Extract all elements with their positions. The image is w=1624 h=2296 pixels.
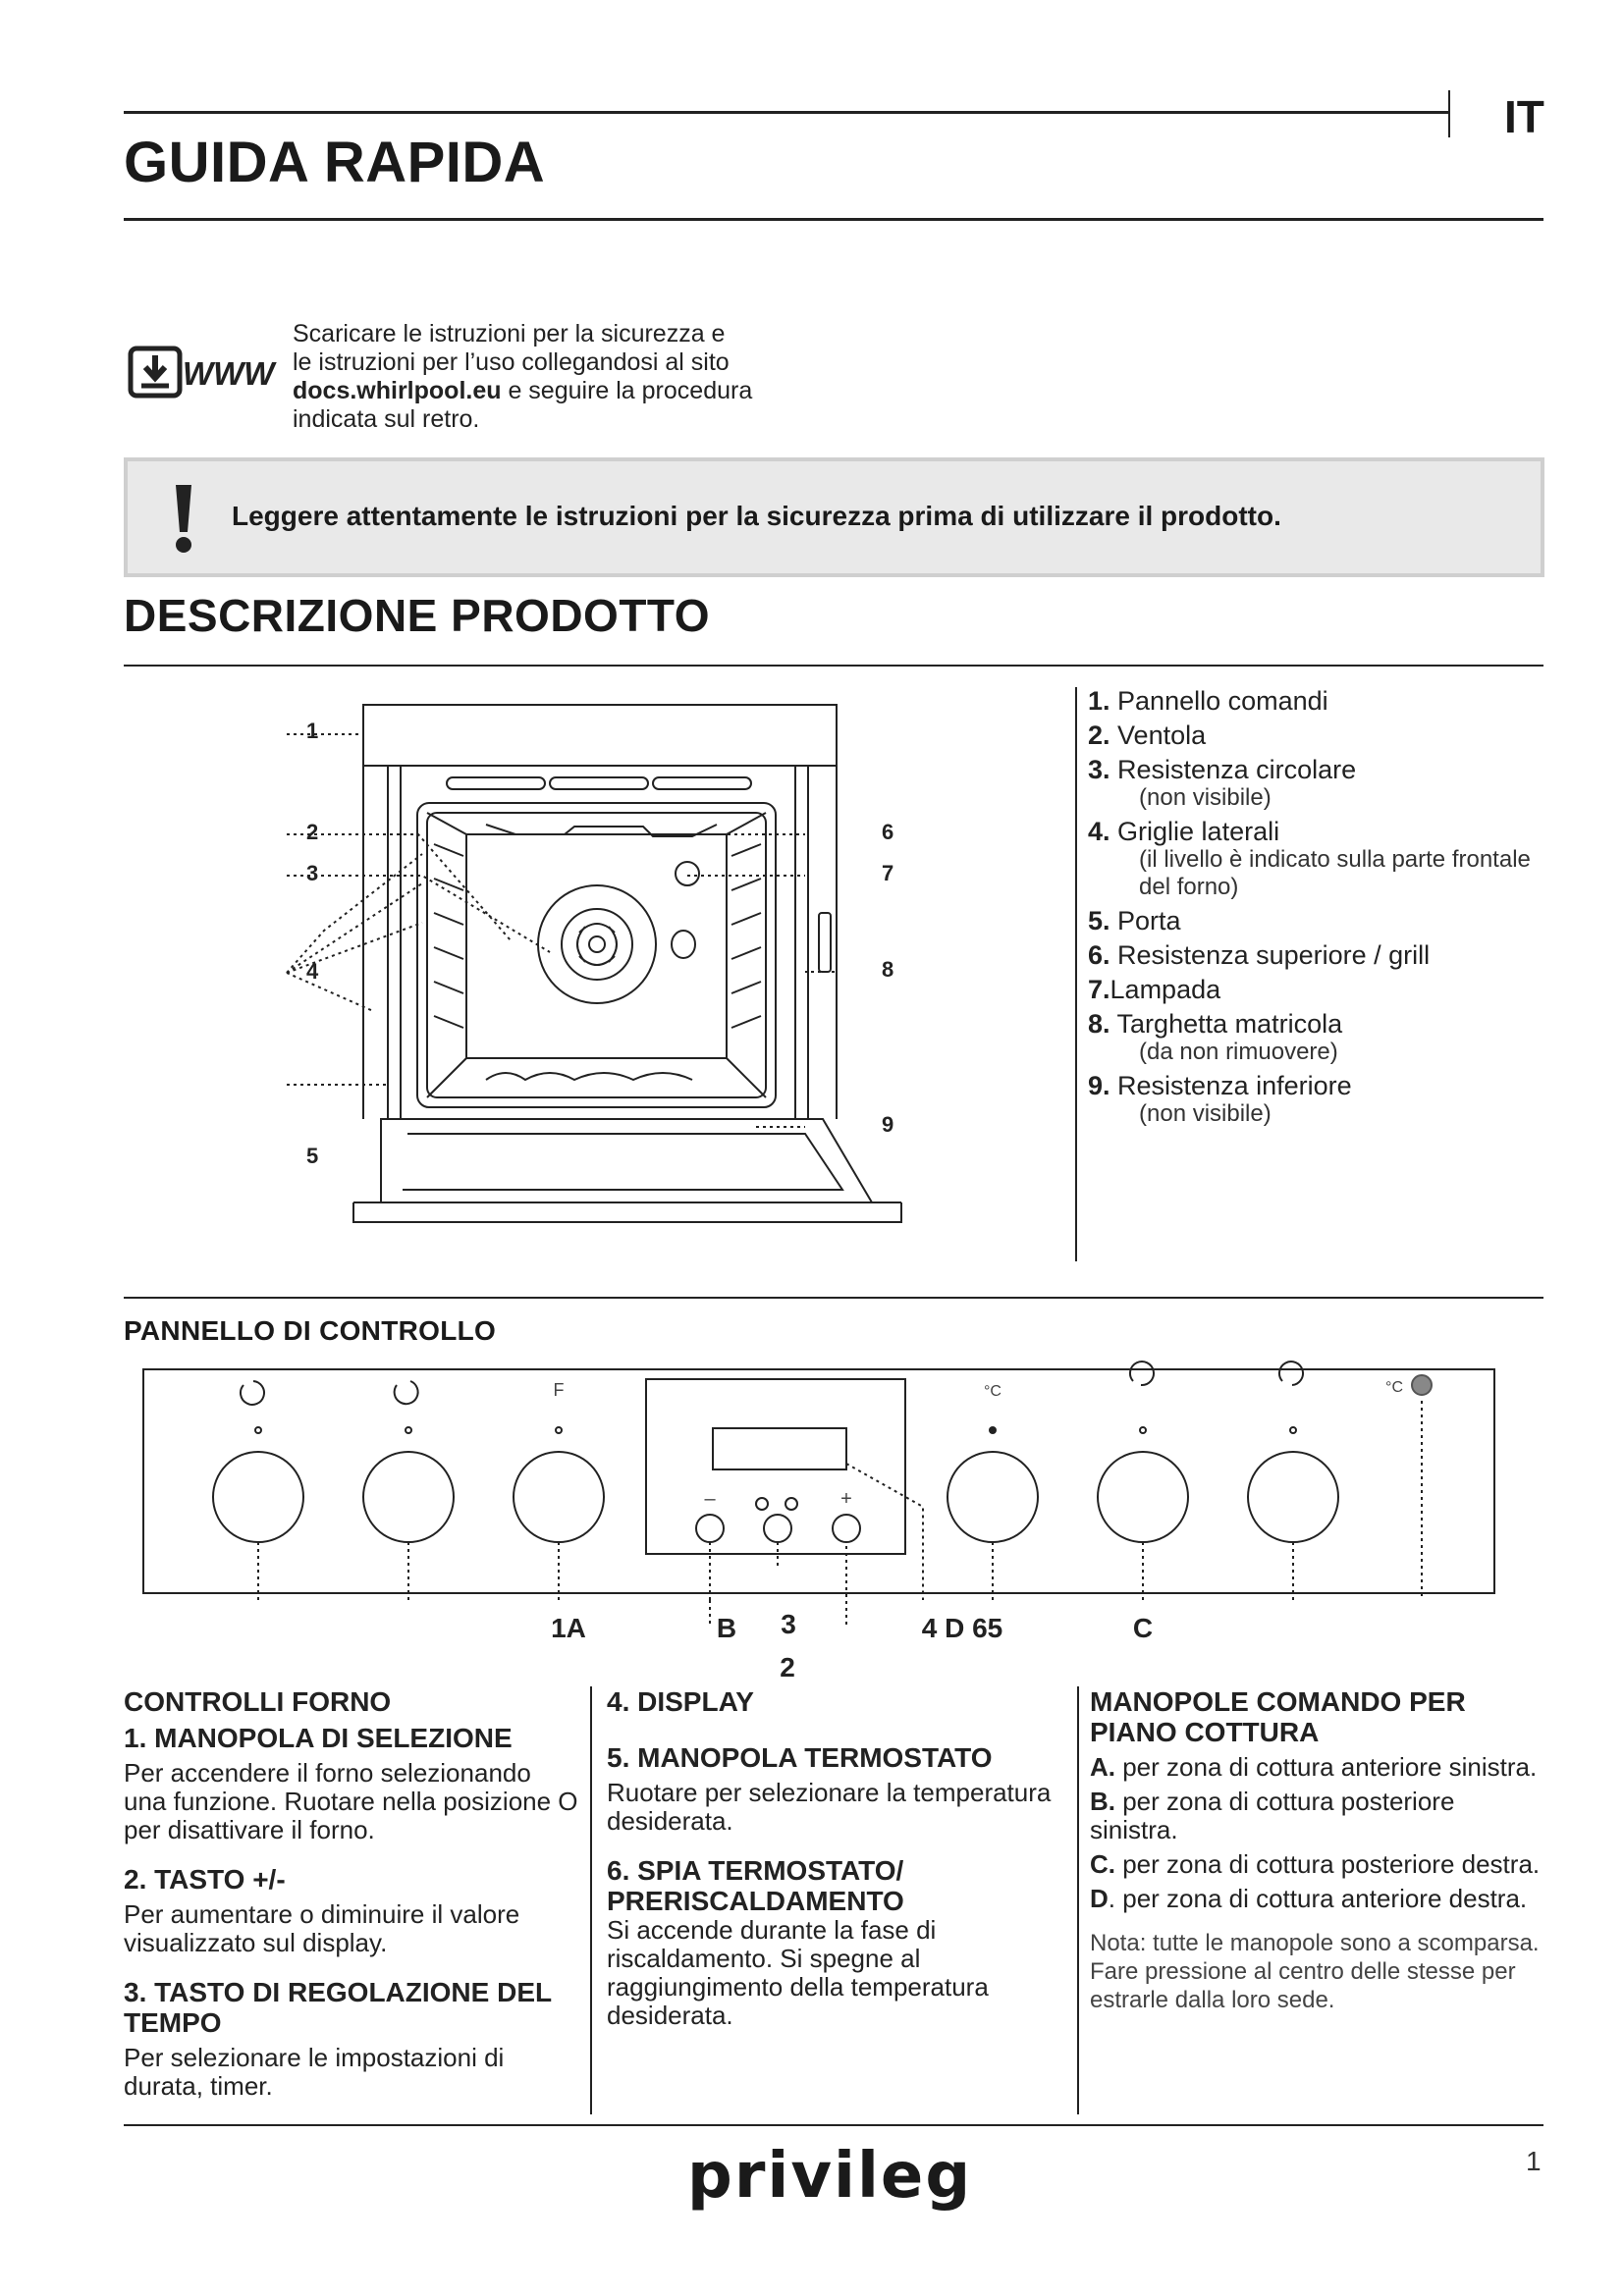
diagram-label-9: 9	[882, 1112, 894, 1137]
control-panel-shape	[363, 705, 837, 766]
www-label: WWW	[183, 355, 275, 392]
celsius-symbol: °C	[984, 1383, 1001, 1400]
diagram-label-8: 8	[882, 957, 894, 982]
thermostat-knob-text: Ruotare per selezionare la temperatura desiderata.	[607, 1778, 1052, 1836]
legend-item-note: (da non rimuovere)	[1139, 1039, 1338, 1065]
panel-section-rule	[124, 1297, 1543, 1299]
legend-item: 6. Resistenza superiore / grill	[1088, 940, 1431, 970]
plus-symbol: +	[840, 1488, 852, 1510]
column-hob-knobs	[1090, 1686, 1543, 2014]
hob-knobs-heading: MANOPOLE COMANDO PER PIANO COTTURA	[1090, 1686, 1466, 1747]
control-panel-heading: PANNELLO DI CONTROLLO	[124, 1315, 497, 1346]
panel-label-b: B	[716, 1613, 737, 1643]
panel-label-c: C	[1132, 1613, 1154, 1643]
diagram-label-1: 1	[306, 719, 319, 743]
diagram-label-6: 6	[882, 820, 894, 844]
header-vertical-tick	[1448, 90, 1450, 137]
knob-1	[213, 1452, 303, 1542]
hob-knob-a: A. per zona di cottura anteriore sinistra.	[1090, 1752, 1538, 1782]
knob-d	[1248, 1452, 1338, 1542]
hob-knob-c: C. per zona di cottura posteriore destra.	[1090, 1849, 1541, 1879]
diagram-label-7: 7	[882, 861, 894, 885]
download-line-1: Scaricare le istruzioni per la sicurezza e	[293, 320, 726, 347]
download-site-link[interactable]: docs.whirlpool.eu	[293, 377, 502, 404]
legend-item-note: (non visibile)	[1139, 784, 1272, 811]
time-button-heading: 3. TASTO DI REGOLAZIONE DEL TEMPO	[124, 1977, 552, 2038]
preheat-light-heading: 6. SPIA TERMOSTATO/ PRERISCALDAMENTO	[607, 1855, 904, 1916]
panel-label-4d65: 4 D 65	[921, 1613, 1003, 1643]
knob-c	[1098, 1452, 1188, 1542]
hob-knob-b: B. per zona di cottura posteriore sinistra.	[1090, 1787, 1455, 1844]
legend-item: 4. Griglie laterali (il livello è indicato sulla parte frontale del forno)	[1088, 817, 1540, 901]
knob-5	[947, 1452, 1038, 1542]
plus-minus-text: Per aumentare o diminuire il valore visualizzato sul display.	[124, 1899, 520, 1957]
function-icon-2	[395, 1381, 418, 1404]
column-divider-1	[590, 1686, 592, 2114]
page-number: 1	[1526, 2146, 1542, 2176]
download-instructions	[293, 320, 882, 434]
exclamation-icon	[167, 483, 200, 556]
safety-warning-box	[124, 457, 1544, 577]
download-line-4: indicata sul retro.	[293, 405, 480, 433]
selector-knob-heading: 1. MANOPOLA DI SELEZIONE	[124, 1723, 513, 1753]
time-button	[764, 1515, 791, 1542]
time-button-text: Per selezionare le impostazioni di durata, timer.	[124, 2043, 505, 2101]
download-line-2: le istruzioni per l’uso collegandosi al sito	[293, 348, 730, 376]
fan-symbol: F	[553, 1380, 565, 1400]
control-panel-diagram	[137, 1360, 1502, 1625]
header-top-rule	[124, 111, 1449, 114]
title-underline	[124, 218, 1543, 221]
hob-icon-d	[1279, 1362, 1303, 1385]
thermostat-indicator-dot	[989, 1426, 997, 1434]
minus-symbol: –	[704, 1488, 716, 1510]
language-code: IT	[1504, 91, 1544, 142]
minus-button	[696, 1515, 724, 1542]
display-frame	[646, 1379, 905, 1554]
legend-item-note: (non visibile)	[1139, 1100, 1272, 1127]
celsius-symbol-light: °C	[1385, 1379, 1403, 1396]
page-title: GUIDA RAPIDA	[124, 131, 546, 194]
display-screen	[713, 1428, 846, 1469]
display-heading: 4. DISPLAY	[607, 1686, 754, 1717]
preheat-light-text: Si accende durante la fase di riscaldamento. Si spegne al raggiungimento della temperatura desiderata.	[607, 1915, 989, 2030]
hob-knobs-note: Nota: tutte le manopole sono a scomparsa. Fare pressione al centro delle stesse per estrarle dalla loro sede.	[1090, 1930, 1540, 2013]
plus-button	[833, 1515, 860, 1542]
product-legend	[1088, 686, 1540, 1133]
control-panel-labels	[0, 1590, 1624, 1688]
legend-divider	[1075, 687, 1077, 1261]
panel-label-3: 3	[781, 1609, 796, 1639]
legend-item: 9. Resistenza inferiore (non visibile)	[1088, 1071, 1540, 1128]
hob-knob-d: D. per zona di cottura anteriore destra.	[1090, 1884, 1528, 1913]
legend-item-note: (il livello è indicato sulla parte frontale del forno)	[1139, 846, 1531, 900]
footer-rule	[124, 2124, 1543, 2126]
column-oven-controls	[124, 1686, 580, 2120]
column-divider-2	[1077, 1686, 1079, 2114]
oven-diagram	[226, 687, 1031, 1266]
legend-item: 2. Ventola	[1088, 721, 1207, 750]
legend-item: 3. Resistenza circolare (non visibile)	[1088, 755, 1540, 812]
download-www-icon	[128, 346, 185, 400]
plus-minus-heading: 2. TASTO +/-	[124, 1864, 286, 1895]
legend-item: 5. Porta	[1088, 906, 1181, 935]
diagram-label-3: 3	[306, 861, 319, 885]
panel-label-1a: 1A	[551, 1613, 586, 1643]
legend-item: 8. Targhetta matricola (da non rimuovere)	[1088, 1009, 1540, 1066]
diagram-label-4: 4	[306, 959, 319, 984]
knob-2	[363, 1452, 454, 1542]
column-display	[607, 1686, 1058, 2050]
safety-warning-text: Leggere attentamente le istruzioni per la sicurezza prima di utilizzare il prodotto.	[232, 501, 1281, 531]
panel-label-2: 2	[780, 1652, 795, 1682]
knob-1a	[514, 1452, 604, 1542]
diagram-label-5: 5	[306, 1144, 319, 1168]
panel-frame	[143, 1369, 1494, 1593]
selector-knob-text: Per accendere il forno selezionando una funzione. Ruotare nella posizione O per disattivare il forno.	[124, 1758, 578, 1844]
legend-item: 7.Lampada	[1088, 975, 1221, 1004]
download-line-3: e seguire la procedura	[501, 377, 753, 404]
diagram-label-2: 2	[306, 820, 319, 844]
brand-logo: privileg	[687, 2140, 973, 2213]
product-description-heading: DESCRIZIONE PRODOTTO	[124, 590, 710, 641]
legend-item: 1. Pannello comandi	[1088, 686, 1328, 716]
thermostat-knob-heading: 5. MANOPOLA TERMOSTATO	[607, 1742, 993, 1773]
hob-icon-c	[1130, 1362, 1154, 1385]
oven-controls-heading: CONTROLLI FORNO	[124, 1686, 392, 1717]
preheat-indicator-light	[1412, 1375, 1432, 1395]
product-section-rule	[124, 665, 1543, 667]
function-icon-1	[241, 1381, 264, 1405]
